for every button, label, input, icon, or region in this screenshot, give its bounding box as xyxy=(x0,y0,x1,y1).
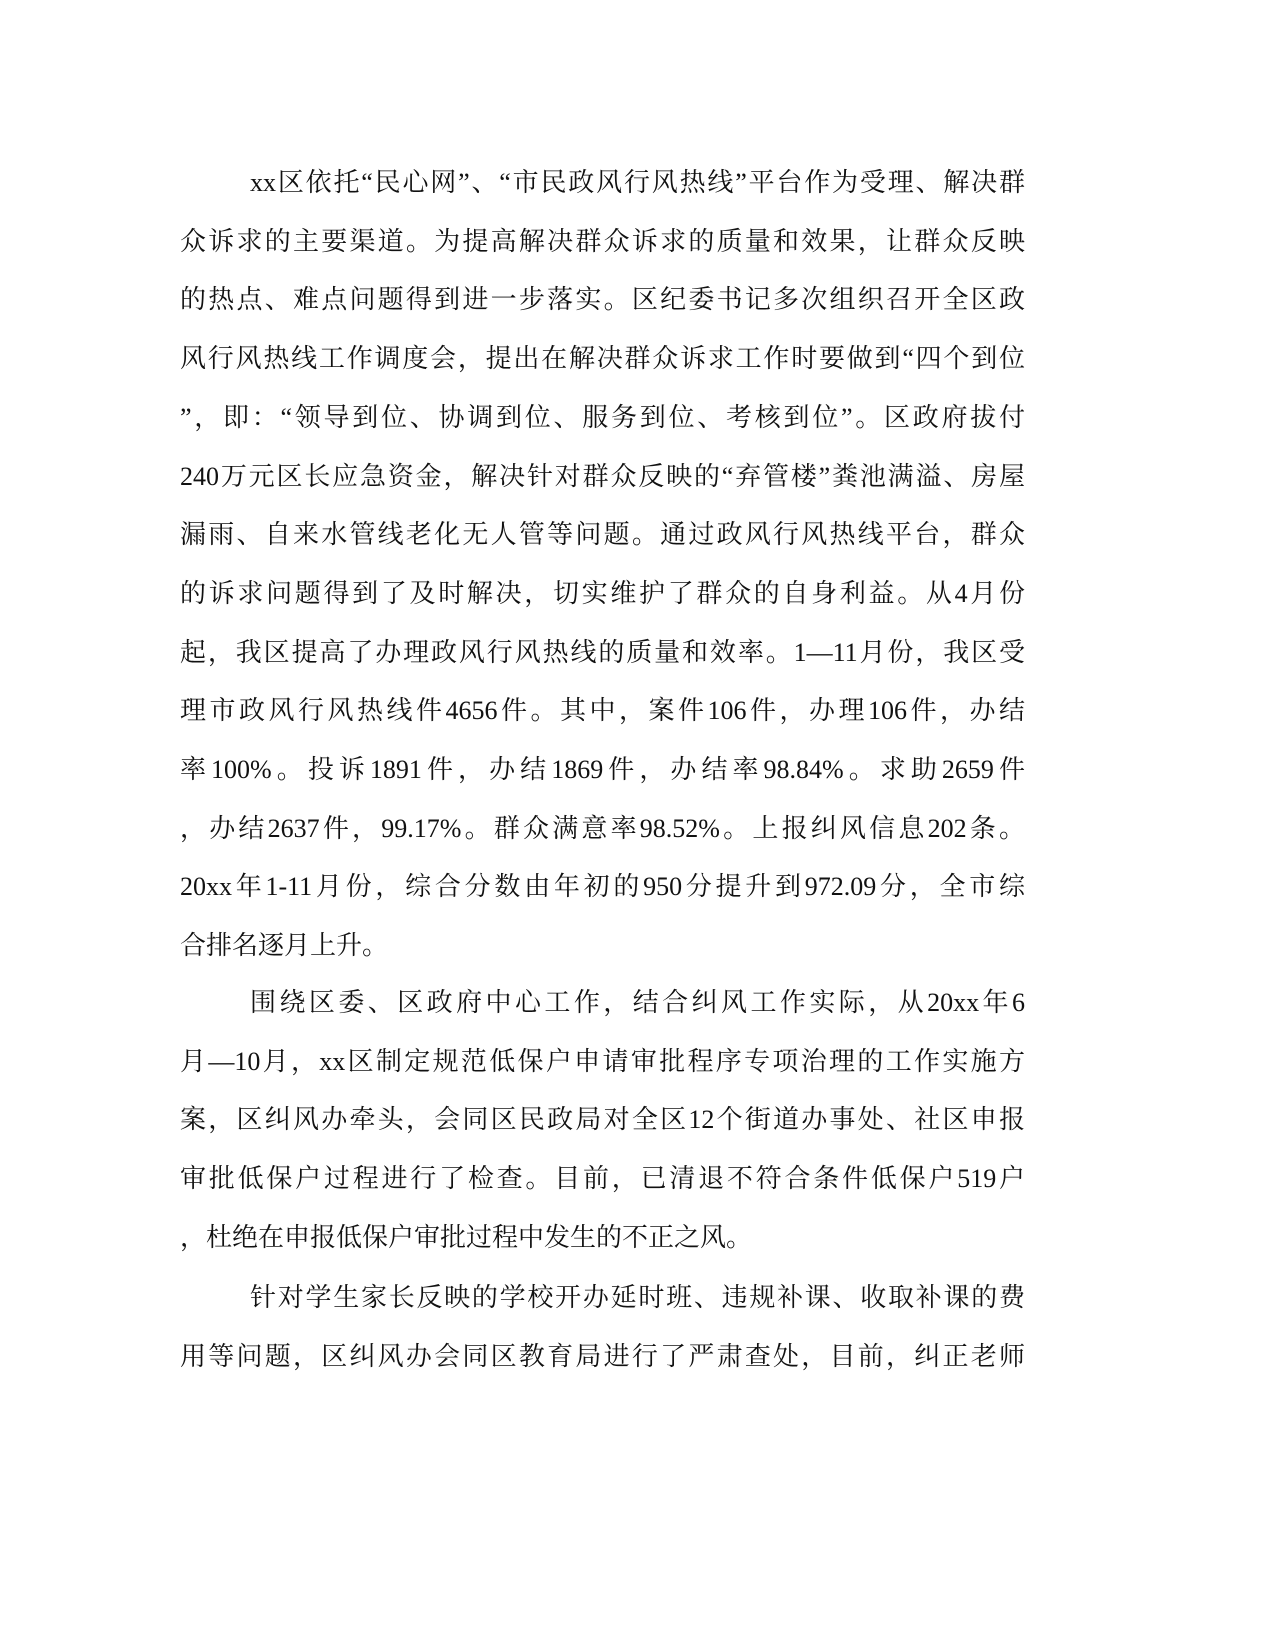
paragraph-2-line: 月—10月，xx区制定规范低保户申请审批程序专项治理的工作实施方 xyxy=(180,1047,1025,1076)
paragraph-1-line: 理市政风行风热线件4656件。其中，案件106件，办理106件，办结 xyxy=(180,696,1025,725)
paragraph-1-line: 的热点、难点问题得到进一步落实。区纪委书记多次组织召开全区政 xyxy=(180,285,1025,314)
paragraph-1-line: 240万元区长应急资金，解决针对群众反映的“弃管楼”粪池满溢、房屋 xyxy=(180,462,1025,491)
paragraph-2-line: ，杜绝在申报低保户审批过程中发生的不正之风。 xyxy=(180,1223,753,1252)
paragraph-3-line: 针对学生家长反映的学校开办延时班、违规补课、收取补课的费 xyxy=(250,1283,1025,1312)
paragraph-2-line: 围绕区委、区政府中心工作，结合纠风工作实际，从20xx年6 xyxy=(250,988,1025,1017)
paragraph-1-line: 众诉求的主要渠道。为提高解决群众诉求的质量和效果，让群众反映 xyxy=(180,227,1025,256)
paragraph-1-line: 起，我区提高了办理政风行风热线的质量和效率。1—11月份，我区受 xyxy=(180,638,1025,667)
paragraph-1-line: ”，即：“领导到位、协调到位、服务到位、考核到位”。区政府拔付 xyxy=(180,403,1025,432)
paragraph-1-line: 的诉求问题得到了及时解决，切实维护了群众的自身利益。从4月份 xyxy=(180,579,1025,608)
paragraph-1-line: ，办结2637件，99.17%。群众满意率98.52%。上报纠风信息202条。 xyxy=(180,814,1025,843)
paragraph-1-line: xx区依托“民心网”、“市民政风行风热线”平台作为受理、解决群 xyxy=(250,168,1025,197)
paragraph-1-line: 率100%。投诉1891件，办结1869件，办结率98.84%。求助2659件 xyxy=(180,755,1025,784)
paragraph-1-line: 风行风热线工作调度会，提出在解决群众诉求工作时要做到“四个到位 xyxy=(180,344,1025,373)
paragraph-2-line: 案，区纠风办牵头，会同区民政局对全区12个街道办事处、社区申报 xyxy=(180,1105,1025,1134)
paragraph-1-line: 漏雨、自来水管线老化无人管等问题。通过政风行风热线平台，群众 xyxy=(180,520,1025,549)
paragraph-2-line: 审批低保户过程进行了检查。目前，已清退不符合条件低保户519户 xyxy=(180,1164,1025,1193)
paragraph-1-line: 20xx年1-11月份，综合分数由年初的950分提升到972.09分，全市综 xyxy=(180,872,1025,901)
paragraph-3-line: 用等问题，区纠风办会同区教育局进行了严肃查处，目前，纠正老师 xyxy=(180,1342,1025,1371)
paragraph-1-line: 合排名逐月上升。 xyxy=(180,931,389,960)
